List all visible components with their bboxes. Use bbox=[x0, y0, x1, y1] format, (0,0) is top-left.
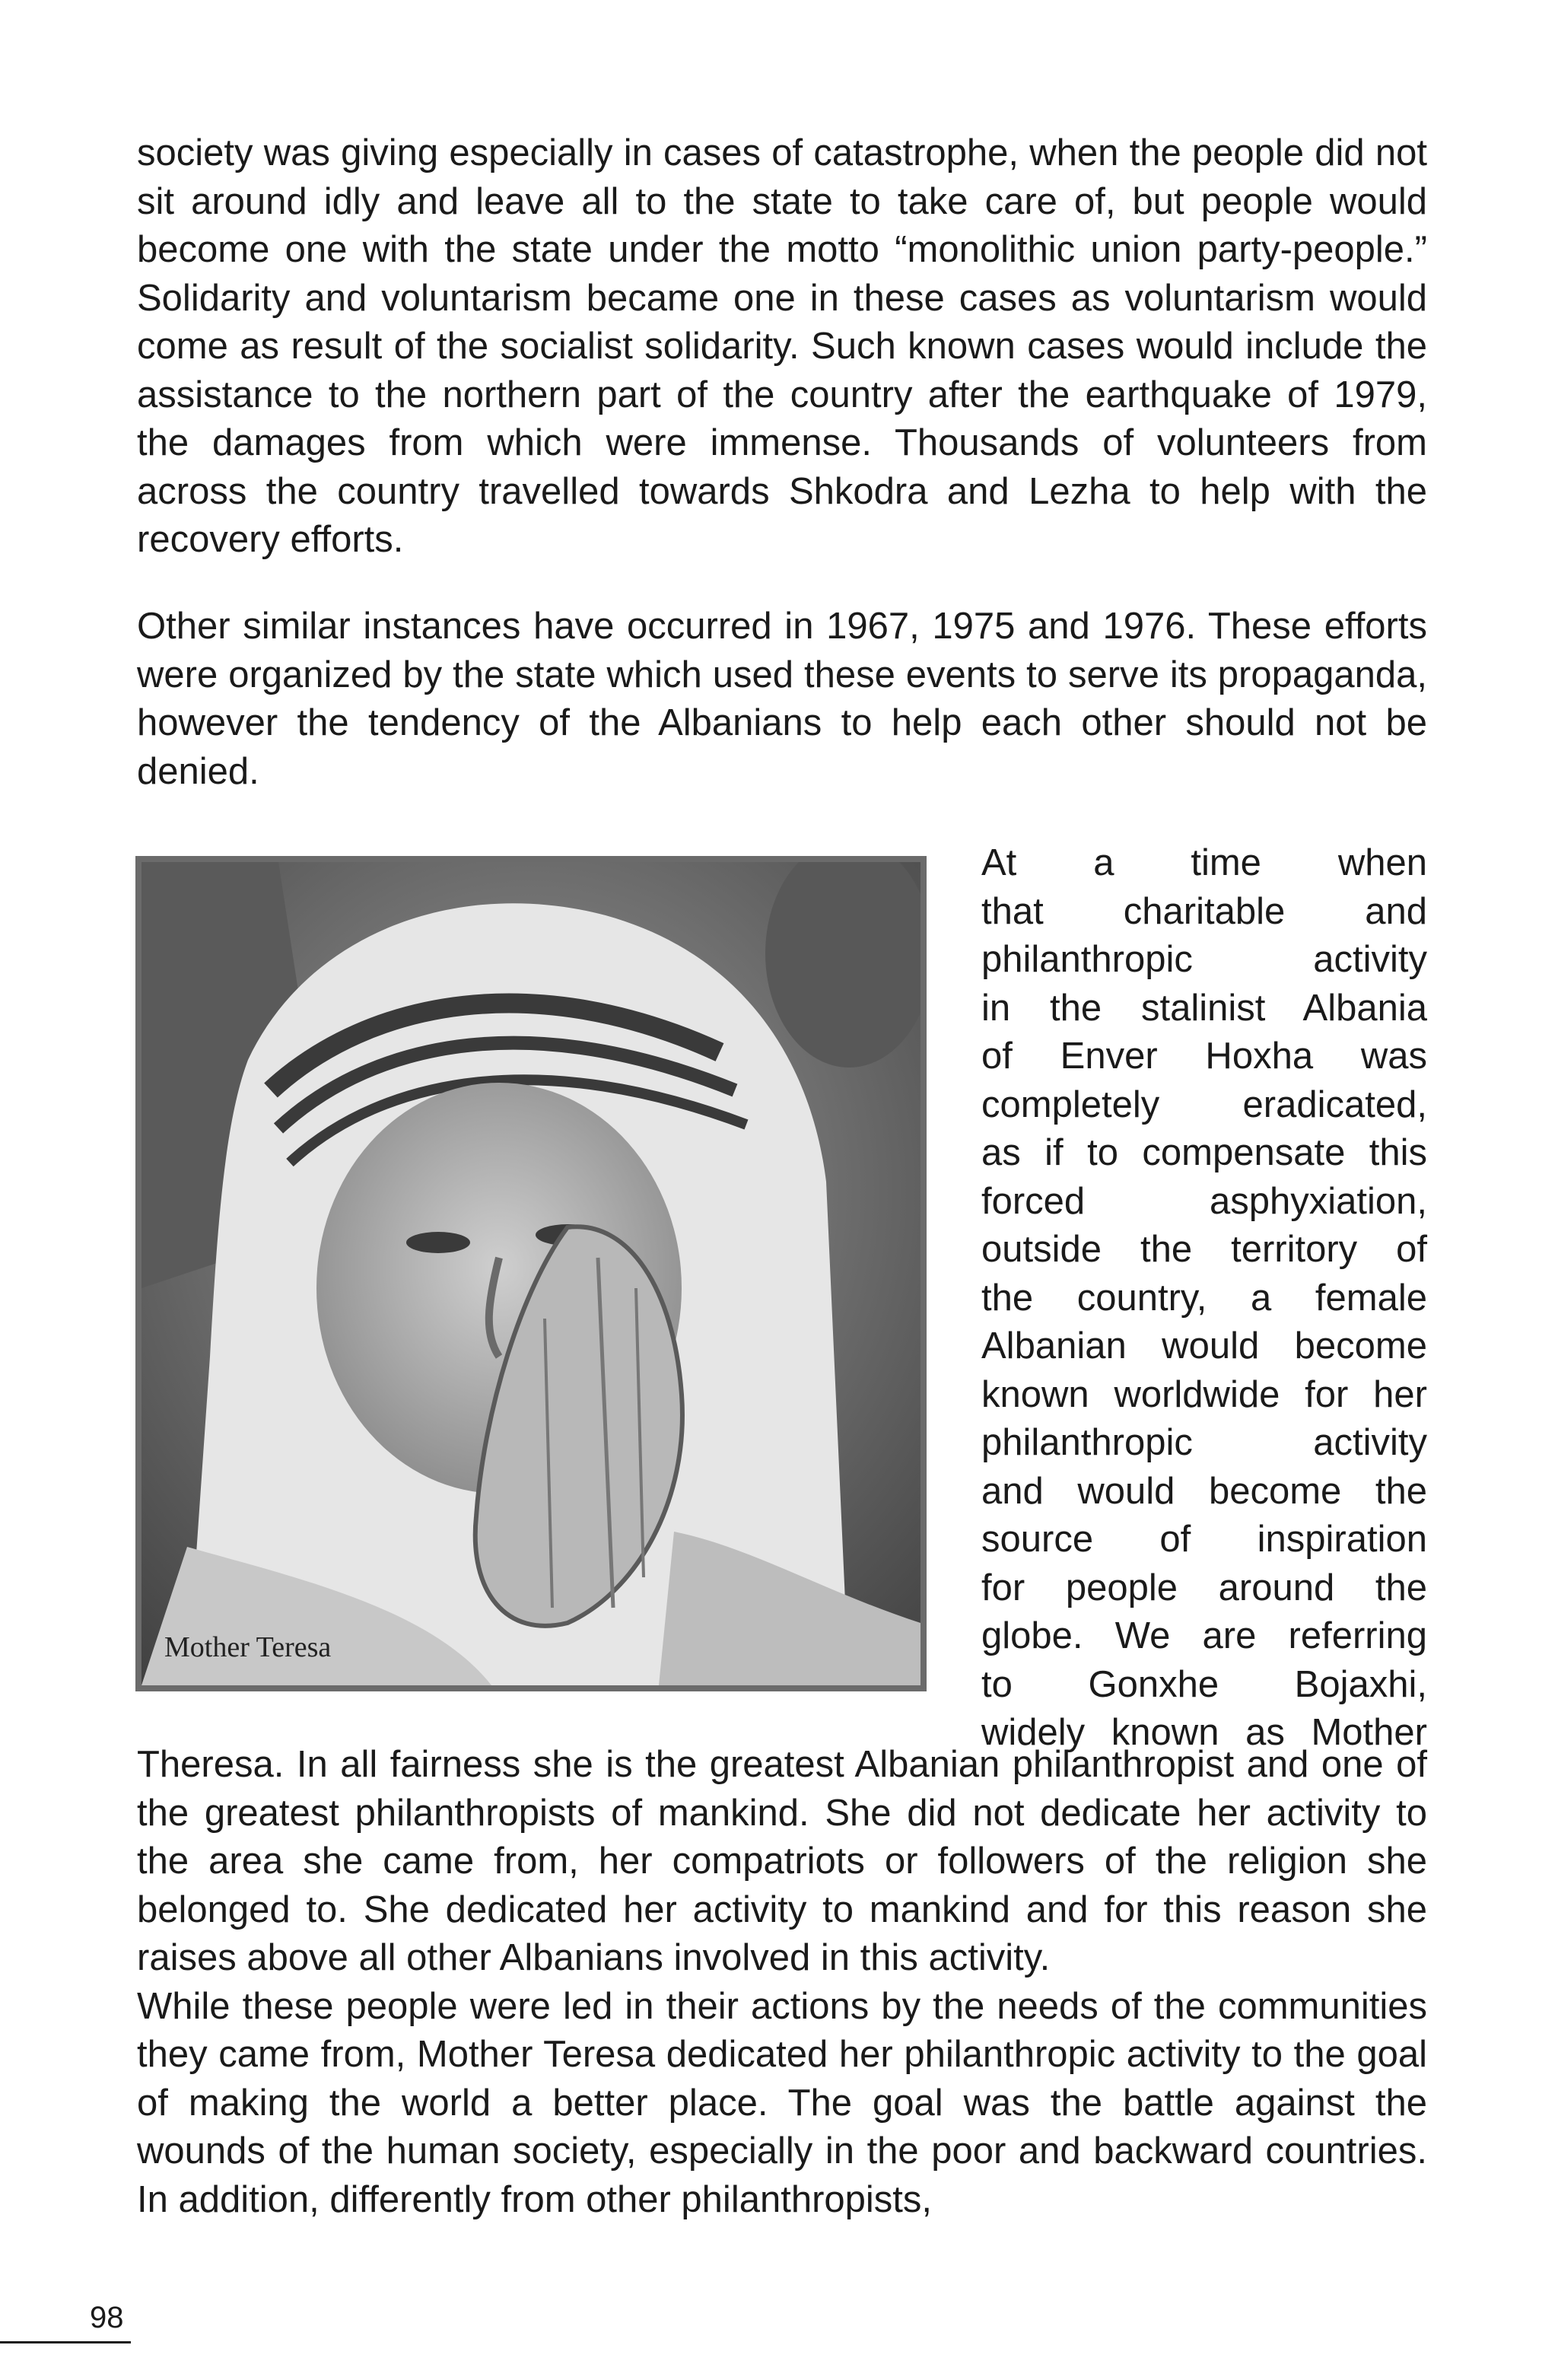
text-line: outside the territory of bbox=[981, 1229, 1427, 1270]
text-line: globe. We are referring bbox=[981, 1615, 1427, 1656]
text-line: in the stalinist Albania bbox=[981, 987, 1427, 1029]
text-line: philanthropic activity bbox=[981, 939, 1427, 980]
text-line: widely known as Mother bbox=[981, 1712, 1427, 1753]
text-line: philanthropic activity bbox=[981, 1422, 1427, 1463]
paragraph: While these people were led in their actions by the needs of the communities they came from, Mother Teresa dedicated her philanthropic activity to the goal of making the world a better place. The goal was the battle against the wounds of the human society, especially in the poor and backward countries. In addition, differently from other philanthropists, bbox=[137, 1985, 1427, 2220]
page-number: 98 bbox=[90, 2301, 124, 2334]
text-line: Albanian would become bbox=[981, 1325, 1427, 1367]
text-line: to Gonxhe Bojaxhi, bbox=[981, 1663, 1427, 1705]
text-line: for people around the bbox=[981, 1567, 1427, 1608]
portrait-photo-icon bbox=[141, 862, 920, 1685]
text-line: completely eradicated, bbox=[981, 1083, 1427, 1125]
text-line: of Enver Hoxha was bbox=[981, 1036, 1427, 1077]
photo-caption: Mother Teresa bbox=[164, 1631, 332, 1663]
text-line: known worldwide for her bbox=[981, 1373, 1427, 1415]
body-text-bottom bbox=[137, 1741, 1427, 2224]
text-line: forced asphyxiation, bbox=[981, 1180, 1427, 1222]
side-column-text bbox=[981, 839, 1427, 1758]
text-line: as if to compensate this bbox=[981, 1132, 1427, 1173]
page-number-rule bbox=[0, 2341, 131, 2343]
body-text-second bbox=[137, 603, 1427, 796]
text-line: that charitable and bbox=[981, 890, 1427, 932]
text-line: source of inspiration bbox=[981, 1519, 1427, 1560]
paragraph: Theresa. In all fairness she is the greatest Albanian philanthropist and one of the greatest philanthropists of mankind. She did not dedicate her activity to the area she came from, her compatriots or followers of the religion she belonged to. She dedicated her activity to mankind and for this reason she raises above all other Albanians involved in this activity. bbox=[137, 1744, 1427, 1978]
paragraph: Other similar instances have occurred in 1967, 1975 and 1976. These efforts were organized by the state which used these events to serve its propaganda, however the tendency of the Albanians to help each other should not be denied. bbox=[137, 606, 1427, 792]
mother-teresa-photo bbox=[135, 856, 927, 1691]
text-line: and would become the bbox=[981, 1470, 1427, 1512]
body-text-top bbox=[137, 129, 1427, 565]
paragraph: society was giving especially in cases of catastrophe, when the people did not sit around idly and leave all to the state to take care of, but people would become one with the state under the motto “monolithic union party-people.” Solidarity and voluntarism became one in these cases as voluntarism would come as result of the socialist solidarity. Such known cases would include the assistance to the northern part of the country after the earthquake of 1979, the damages from which were immense. Thousands of volunteers from across the country travelled towards Shkodra and Lezha to help with the recovery efforts. bbox=[137, 132, 1427, 560]
text-line: the country, a female bbox=[981, 1277, 1427, 1319]
text-line: At a time when bbox=[981, 842, 1427, 883]
